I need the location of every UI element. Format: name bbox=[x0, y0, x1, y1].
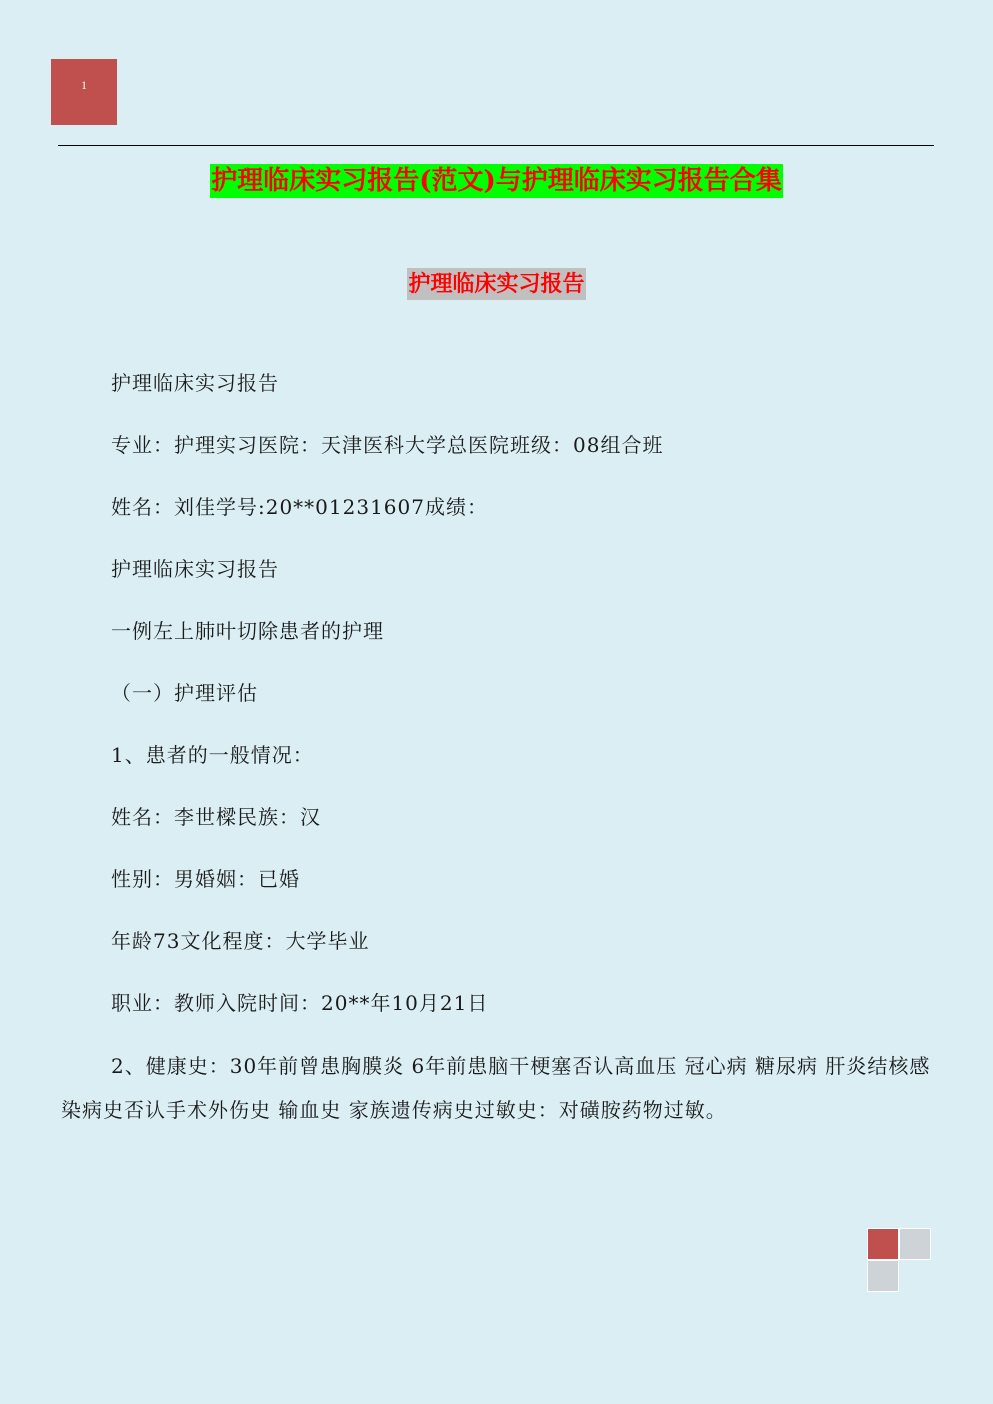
section-title-text: 护理临床实习报告 bbox=[407, 268, 585, 300]
paragraph: 职业：教师入院时间：20**年10月21日 bbox=[111, 991, 489, 1015]
section-title bbox=[0, 268, 993, 300]
paragraph: 年龄73文化程度：大学毕业 bbox=[111, 929, 370, 953]
paragraph: 1、患者的一般情况： bbox=[111, 743, 314, 767]
paragraph: 姓名：刘佳学号:20**01231607成绩： bbox=[111, 495, 488, 519]
paragraph: （一）护理评估 bbox=[111, 681, 258, 705]
paragraph: 专业：护理实习医院：天津医科大学总医院班级：08组合班 bbox=[111, 433, 664, 457]
page-number-badge bbox=[51, 59, 117, 125]
header-rule bbox=[58, 145, 934, 146]
paragraph: 护理临床实习报告 bbox=[111, 371, 279, 395]
page-number: 1 bbox=[81, 78, 87, 92]
paragraph: 姓名：李世樑民族：汉 bbox=[111, 805, 321, 829]
paragraph: 一例左上肺叶切除患者的护理 bbox=[111, 619, 384, 643]
corner-decoration-red bbox=[867, 1228, 899, 1260]
health-history-paragraph: 2、健康史：30年前曾患胸膜炎 6年前患脑干梗塞否认高血压 冠心病 糖尿病 肝炎结核感染病史否认手术外伤史 输血史 家族遗传病史过敏史：对磺胺药物过敏。 bbox=[61, 1054, 931, 1122]
corner-decoration-gray bbox=[899, 1228, 931, 1260]
document-title-text: 护理临床实习报告(范文)与护理临床实习报告合集 bbox=[211, 166, 782, 196]
document-title bbox=[0, 163, 993, 199]
paragraph: 护理临床实习报告 bbox=[111, 557, 279, 581]
corner-decoration-gray bbox=[867, 1260, 899, 1292]
paragraph: 性别：男婚姻：已婚 bbox=[111, 867, 300, 891]
